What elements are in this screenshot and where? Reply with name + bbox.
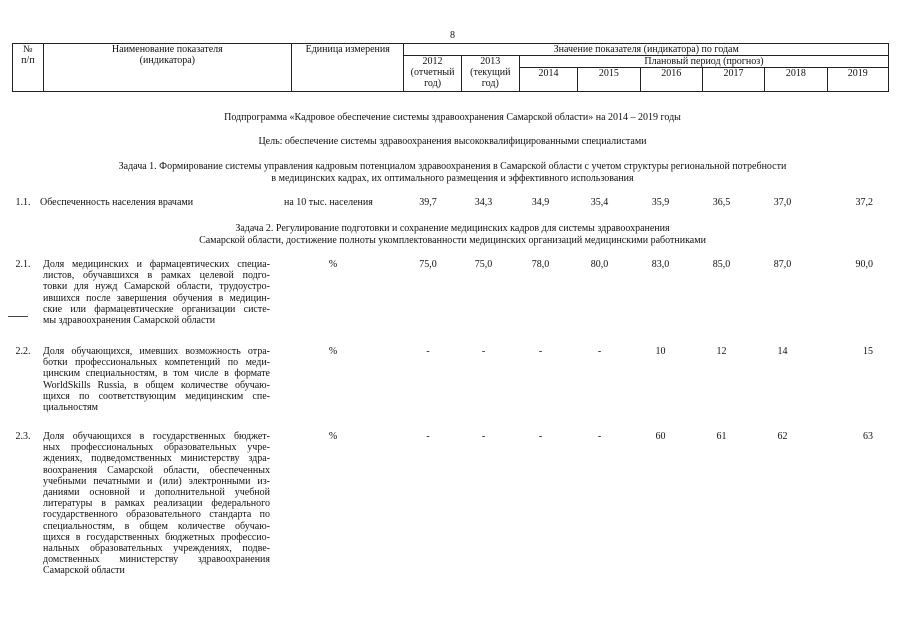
row-number: 1.1.	[15, 197, 31, 208]
task-2-heading: Задача 2. Регулирование подготовки и сохранение медицинских кадров для системы здравоохранения Самарской области, достижение полноты укомплектованности медицинских организаций медицинскими работниками	[199, 223, 706, 246]
header-year-2019: 2019	[827, 68, 888, 92]
value-2015: -	[597, 431, 602, 442]
indicator-name: Обеспеченность населения врачами	[40, 197, 194, 208]
value-2018: 37,0	[773, 197, 792, 208]
header-year-2018: 2018	[765, 68, 827, 92]
indicator-name: Доля медицинских и фармацевтических специа- листов, обучавшихся в рамках целевой подго- товки для нужд Самарской области, трудоустро- ившихся после завершения обучения в медицин- ские или фармацевтические организации систе- мы здравоохранения Самарской области	[43, 259, 270, 327]
header-col-number: № п/п	[13, 44, 44, 92]
value-2015: -	[597, 346, 602, 357]
row-number: 2.3.	[15, 431, 31, 442]
value-2012: 39,7	[419, 197, 437, 208]
margin-dash-mark	[8, 316, 28, 317]
value-2014: -	[538, 346, 543, 357]
value-2012: -	[426, 346, 430, 357]
value-2016: 10	[655, 346, 666, 357]
header-year-2016: 2016	[640, 68, 702, 92]
value-2018: 62	[777, 431, 788, 442]
value-2016: 35,9	[651, 197, 670, 208]
value-2015: 35,4	[590, 197, 609, 208]
indicator-name: Доля обучающихся, имевших возможность отра- ботки профессиональных компетенций по меди- цинским специальностям, в том числе в формате WorldSkills Russia, в общем количестве обучаю- щихся по соответствующим медицинским спе- циальностям	[43, 346, 270, 414]
indicator-name: Доля обучающихся в государственных бюджет- ных профессиональных образовательных учре- ждениях, подведомственных министерству здра- воохранения Самарской области, обеспеченных учебными печатными и (или) электронными из- даниями основной и дополнительной учебной литературы в рамках реализации федерального государственного образовательного стандарта по специальностям, в общем количестве обучаю- щихся в государственных бюджетных профессио- нальных образовательных учреждениях, подве- домственных министерству здравоохранения Самарской области	[43, 431, 270, 577]
header-col-name: Наименование показателя (индикатора)	[43, 44, 291, 92]
value-2016: 60	[655, 431, 666, 442]
value-2012: -	[426, 431, 430, 442]
value-2018: 87,0	[773, 259, 792, 270]
goal-text: Цель: обеспечение системы здравоохранения высококвалифицированными специалистами	[258, 136, 647, 147]
task-1-heading: Задача 1. Формирование системы управления кадровым потенциалом здравоохранения в Самарской области с учетом структуры региональной потребности в медицинских кадрах, их оптимального размещения и эффективного использования	[118, 161, 787, 184]
header-year-2014: 2014	[519, 68, 577, 92]
header-year-2015: 2015	[578, 68, 640, 92]
header-col-unit: Единица измерения	[292, 44, 404, 92]
value-2019: 37,2	[855, 197, 873, 208]
value-2016: 83,0	[651, 259, 670, 270]
value-2018: 14	[777, 346, 788, 357]
value-2013: 75,0	[474, 259, 493, 270]
value-2017: 85,0	[712, 259, 731, 270]
indicator-table-header	[12, 43, 889, 92]
value-2012: 75,0	[419, 259, 437, 270]
indicator-unit: %	[328, 259, 338, 270]
value-2014: -	[538, 431, 543, 442]
header-planned-period: Плановый период (прогноз)	[519, 56, 888, 68]
row-number: 2.2.	[15, 346, 31, 357]
value-2014: 78,0	[531, 259, 550, 270]
indicator-unit: %	[328, 431, 338, 442]
value-2013: -	[481, 431, 486, 442]
value-2019: 90,0	[855, 259, 873, 270]
header-year-2012: 2012 (отчетный год)	[404, 56, 461, 92]
indicator-unit: %	[328, 346, 338, 357]
value-2015: 80,0	[590, 259, 609, 270]
value-2019: 15	[863, 346, 873, 357]
page-number: 8	[450, 30, 455, 41]
value-2014: 34,9	[531, 197, 550, 208]
value-2017: 36,5	[712, 197, 731, 208]
value-2013: 34,3	[474, 197, 493, 208]
value-2017: 12	[716, 346, 727, 357]
row-number: 2.1.	[15, 259, 31, 270]
value-2013: -	[481, 346, 486, 357]
header-year-2013: 2013 (текущий год)	[461, 56, 519, 92]
subprogram-title: Подпрограмма «Кадровое обеспечение системы здравоохранения Самарской области» на 2014 – 2019 годы	[224, 112, 681, 123]
header-year-2017: 2017	[702, 68, 764, 92]
value-2019: 63	[863, 431, 873, 442]
header-col-values: Значение показателя (индикатора) по годам	[404, 44, 889, 56]
indicator-unit: на 10 тыс. населения	[284, 197, 373, 208]
value-2017: 61	[716, 431, 727, 442]
